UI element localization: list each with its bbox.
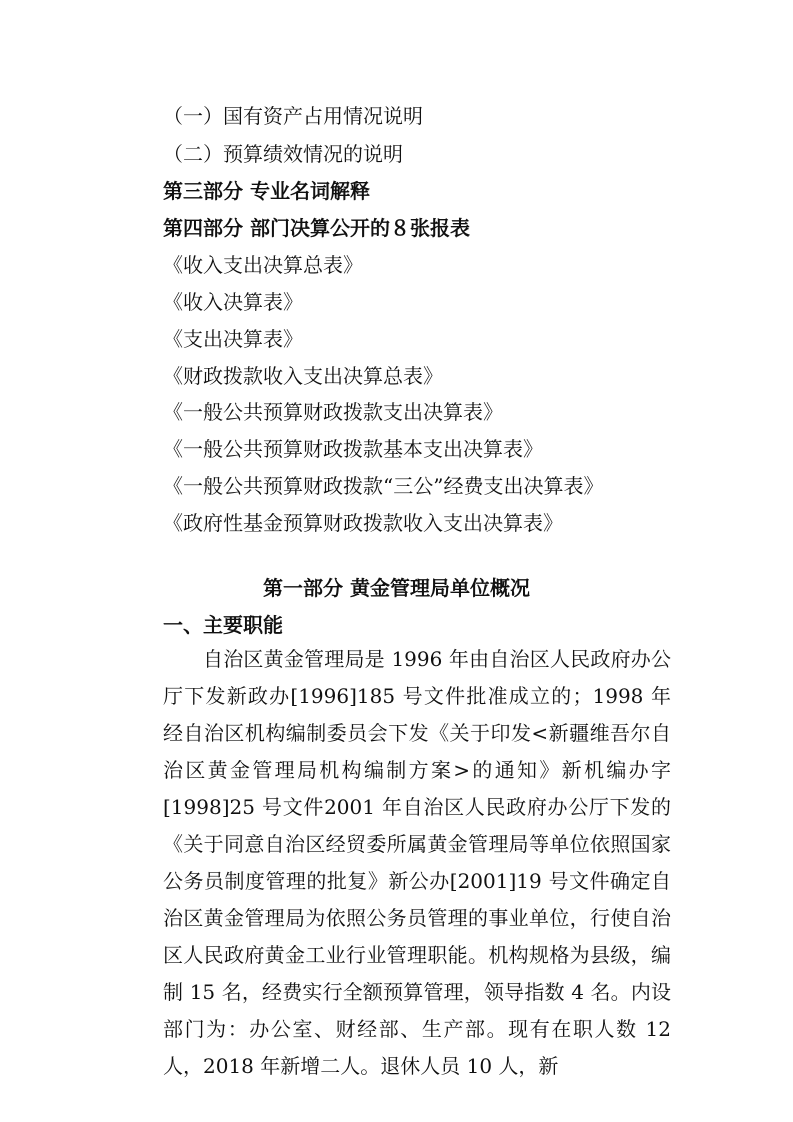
toc-item: （一）国有资产占用情况说明 [163,104,423,128]
section-title: 第一部分 黄金管理局单位概况 [263,576,530,600]
toc-item: 《财政拨款收入支出决算总表》 [163,364,443,388]
toc-item: 《支出决算表》 [163,327,303,351]
toc-heading: 第四部分 部门决算公开的８张报表 [163,216,470,240]
toc-item: 《收入决算表》 [163,290,303,314]
toc-item: 《一般公共预算财政拨款基本支出决算表》 [163,437,543,461]
toc-item: 《收入支出决算总表》 [163,253,363,277]
toc-item: 《政府性基金预算财政拨款收入支出决算表》 [163,511,563,535]
section-heading: 一、主要职能 [163,613,283,637]
toc-heading: 第三部分 专业名词解释 [163,179,370,203]
toc-item: （二）预算绩效情况的说明 [163,142,403,166]
toc-item: 《一般公共预算财政拨款“三公”经费支出决算表》 [163,474,604,498]
toc-item: 《一般公共预算财政拨款支出决算表》 [163,400,503,424]
body-paragraph: 自治区黄金管理局是 1996 年由自治区人民政府办公厅下发新政办[1996]185 号文件批准成立的；1998 年经自治区机构编制委员会下发《关于印发<新疆维吾尔自治区黄金管理局机构编制方案>的通知》新机编办字[1998]25 号文件2001 年自治区人民政府办公厅下发的《关于同意自治区经贸委所属黄金管理局等单位依照国家公务员制度管理的批复》新公办[2001]19 号文件确定自治区黄金管理局为依照公务员管理的事业单位，行使自治区人民政府黄金工业行业管理职能。机构规格为县级，编制 15 名，经费实行全额预算管理，领导指数 4 名。内设部门为：办公室、财经部、生产部。现有在职人数 12 人，2018 年新增二人。退休人员 10 人，新 [163,647,671,1078]
